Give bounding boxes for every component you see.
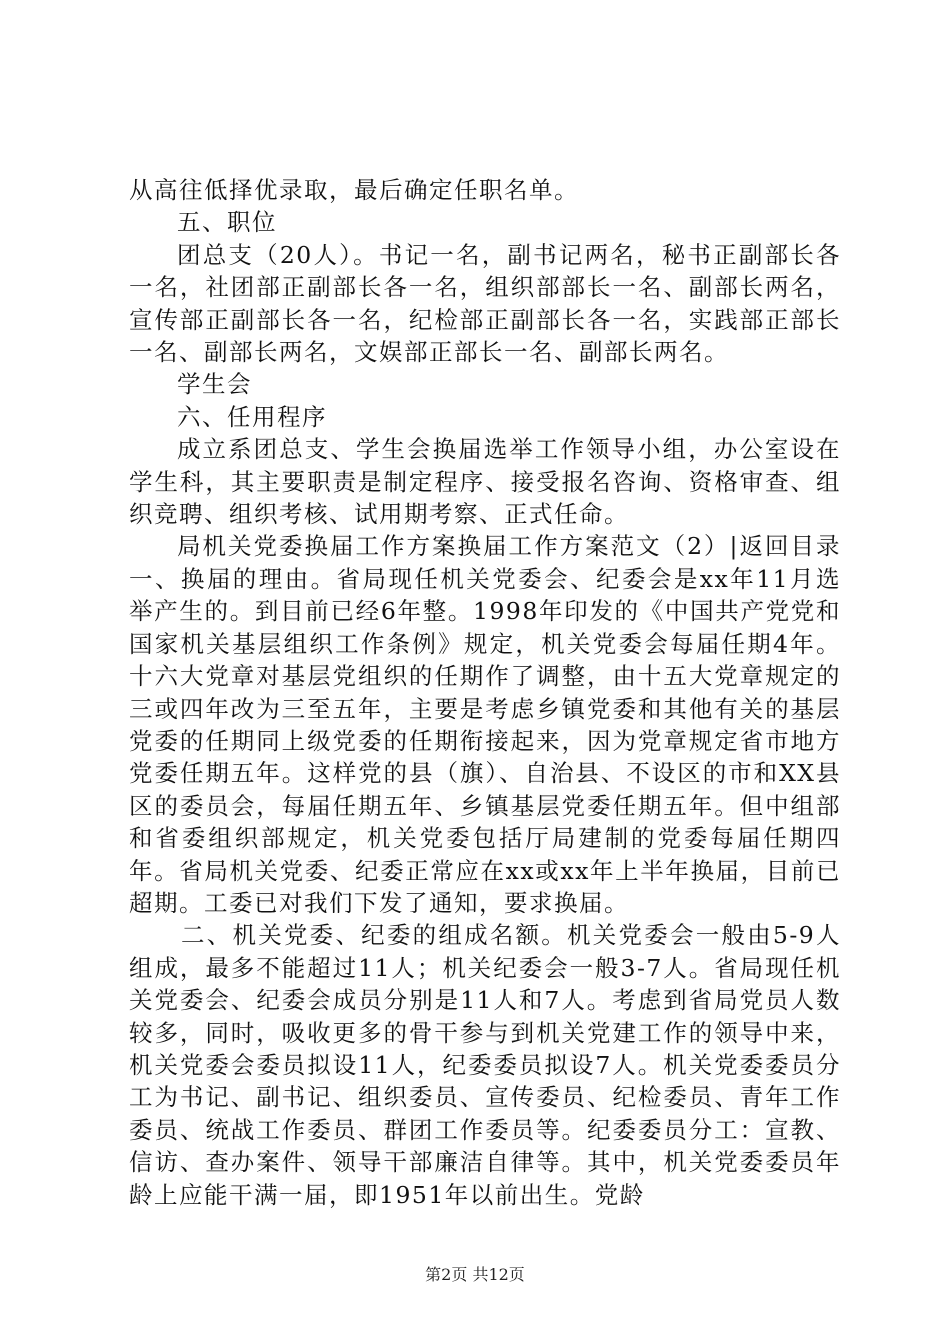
paragraph-election-reason: 局机关党委换届工作方案换届工作方案范文（2）|返回目录一、换届的理由。省局现任机关党委会、纪委会是xx年11月选举产生的。到目前已经6年整。1998年印发的《中国共产党党和国家机关基层组织工作条例》规定，机关党委会每届任期4年。十六大党章对基层党组织的任期作了调整，由十五大党章规定的三或四年改为三至五年，主要是考虑乡镇党委和其他有关的基层党委的任期同上级党委的任期衔接起来，因为党章规定省市地方党委任期五年。这样党的县（旗）、自治县、不设区的市和XX县区的委员会，每届任期五年、乡镇基层党委任期五年。但中组部和省委组织部规定，机关党委包括厅局建制的党委每届任期四年。省局机关党委、纪委正常应在xx或xx年上半年换届，目前已超期。工委已对我们下发了通知，要求换届。 <box>129 532 841 917</box>
paragraph-composition: 二、机关党委、纪委的组成名额。机关党委会一般由5-9人组成，最多不能超过11人；机关纪委会一般3-7人。省局现任机关党委会、纪委会成员分别是11人和7人。考虑到省局党员人数较多，同时，吸收更多的骨干参与到机关党建工作的领导中来，机关党委会委员拟设11人，纪委委员拟设7人。机关党委委员分工为书记、副书记、组织委员、宣传委员、纪检委员、青年工作委员、统战工作委员、群团工作委员等。纪委委员分工：宣教、信访、查办案件、领导干部廉洁自律等。其中，机关党委委员年龄上应能干满一届，即1951年以前出生。党龄 <box>129 921 841 1209</box>
paragraph-procedure: 成立系团总支、学生会换届选举工作领导小组，办公室设在学生科，其主要职责是制定程序、接受报名咨询、资格审查、组织竞聘、组织考核、试用期考察、正式任命。 <box>129 435 841 529</box>
page-number: 第2页 共12页 <box>425 1265 525 1284</box>
paragraph-continuation: 从高往低择优录取，最后确定任职名单。 <box>129 176 579 204</box>
section-heading-positions: 五、职位 <box>177 208 277 237</box>
section-heading-procedure: 六、任用程序 <box>177 402 327 431</box>
paragraph-positions: 团总支（20人）。书记一名，副书记两名，秘书正副部长各一名，社团部正副部长各一名，组织部部长一名、副部长两名，宣传部正副部长各一名，纪检部正副部长各一名，实践部正部长一名、副部长两名，文娱部正部长一名、副部长两名。 <box>129 240 841 367</box>
paragraph-student-union: 学生会 <box>177 370 252 399</box>
document-body <box>129 174 841 1211</box>
